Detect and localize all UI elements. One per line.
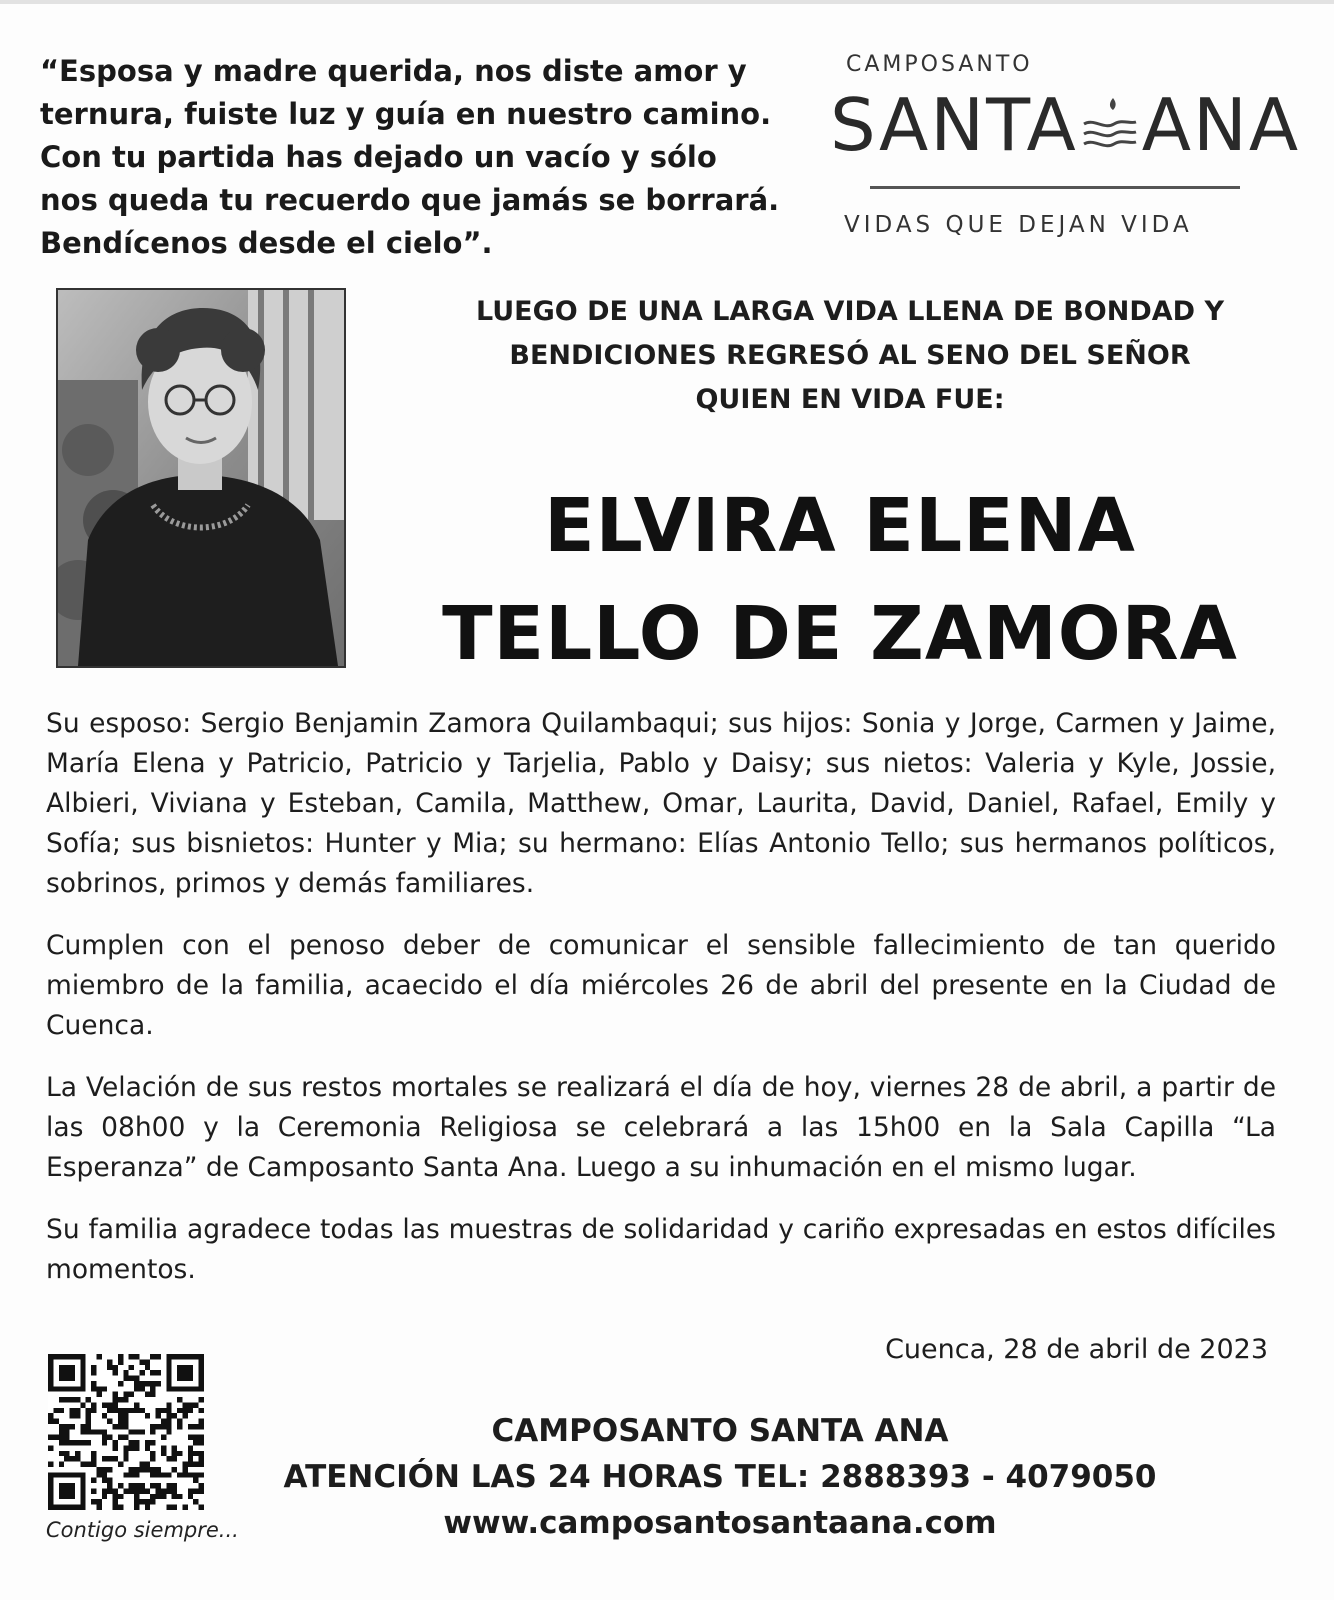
intro-line: LUEGO DE UNA LARGA VIDA LLENA DE BONDAD Y [476, 296, 1224, 327]
portrait-photo [56, 288, 346, 668]
ceremony-paragraph: La Velación de sus restos mortales se realizará el día de hoy, viernes 28 de abril, a partir de las 08h00 y la Ceremonia Religiosa se celebrará a las 15h00 en la Sala Capilla “La Esperanza” de Camposanto Santa Ana. Luego a su inhumación en el mismo lugar. [46, 1072, 1276, 1183]
footer-contact [220, 1408, 1220, 1546]
deceased-name-line1: ELVIRA ELENA [544, 483, 1136, 569]
quote-line: Con tu partida has dejado un vacío y sólo [40, 140, 717, 174]
footer-phone: ATENCIÓN LAS 24 HORAS TEL: 2888393 - 4079050 [283, 1459, 1157, 1495]
deceased-name-line2: TELLO DE ZAMORA [442, 591, 1238, 677]
thanks-paragraph: Su familia agradece todas las muestras de solidaridad y cariño expresadas en estos difíciles momentos. [46, 1214, 1276, 1285]
announcement-intro [380, 290, 1320, 422]
obituary-body [46, 704, 1276, 1312]
top-rule [0, 0, 1334, 4]
intro-line: QUIEN EN VIDA FUE: [695, 384, 1005, 415]
intro-line: BENDICIONES REGRESÓ AL SENO DEL SEÑOR [509, 340, 1191, 371]
quote-line: nos queda tu recuerdo que jamás se borrará. [40, 183, 780, 217]
flame-waves-icon [1080, 94, 1140, 154]
date-line: Cuenca, 28 de abril de 2023 [885, 1334, 1268, 1365]
deceased-name [360, 472, 1320, 688]
qr-code-icon [48, 1354, 204, 1510]
footer-website: www.camposantosantaana.com [443, 1505, 997, 1541]
logo-top-text: CAMPOSANTO [846, 52, 1033, 77]
quote [40, 50, 800, 265]
quote-line: ternura, fuiste luz y guía en nuestro camino. [40, 97, 772, 131]
logo-main-left: SANTA [830, 83, 1078, 167]
notice-paragraph: Cumplen con el penoso deber de comunicar el sensible fallecimiento de tan querido miembro de la familia, acaecido el día miércoles 26 de abril del presente en la Ciudad de Cuenca. [46, 930, 1276, 1041]
family-paragraph: Su esposo: Sergio Benjamin Zamora Quilambaqui; sus hijos: Sonia y Jorge, Carmen y Jaime, María Elena y Patricio, Patricio y Tarjelia, Pablo y Daisy; sus nietos: Valeria y Kyle, Jossie, Albieri, Viviana y Esteban, Camila, Matthew, Omar, Laurita, David, Daniel, Rafael, Emily y Sofía; sus bisnietos: Hunter y Mia; su hermano: Elías Antonio Tello; sus hermanos políticos, sobrinos, primos y demás familiares. [46, 708, 1276, 899]
qr-caption: Contigo siempre... [46, 1518, 239, 1542]
logo-main-text [830, 80, 1300, 170]
logo-rule [870, 186, 1240, 189]
quote-line: Bendícenos desde el cielo”. [40, 226, 493, 260]
logo-main-right: ANA [1141, 83, 1301, 167]
logo-tagline: VIDAS QUE DEJAN VIDA [844, 212, 1193, 238]
portrait-icon [58, 290, 344, 666]
quote-line: “Esposa y madre querida, nos diste amor y [40, 54, 747, 88]
camposanto-logo [830, 50, 1301, 260]
footer-company: CAMPOSANTO SANTA ANA [491, 1413, 949, 1449]
